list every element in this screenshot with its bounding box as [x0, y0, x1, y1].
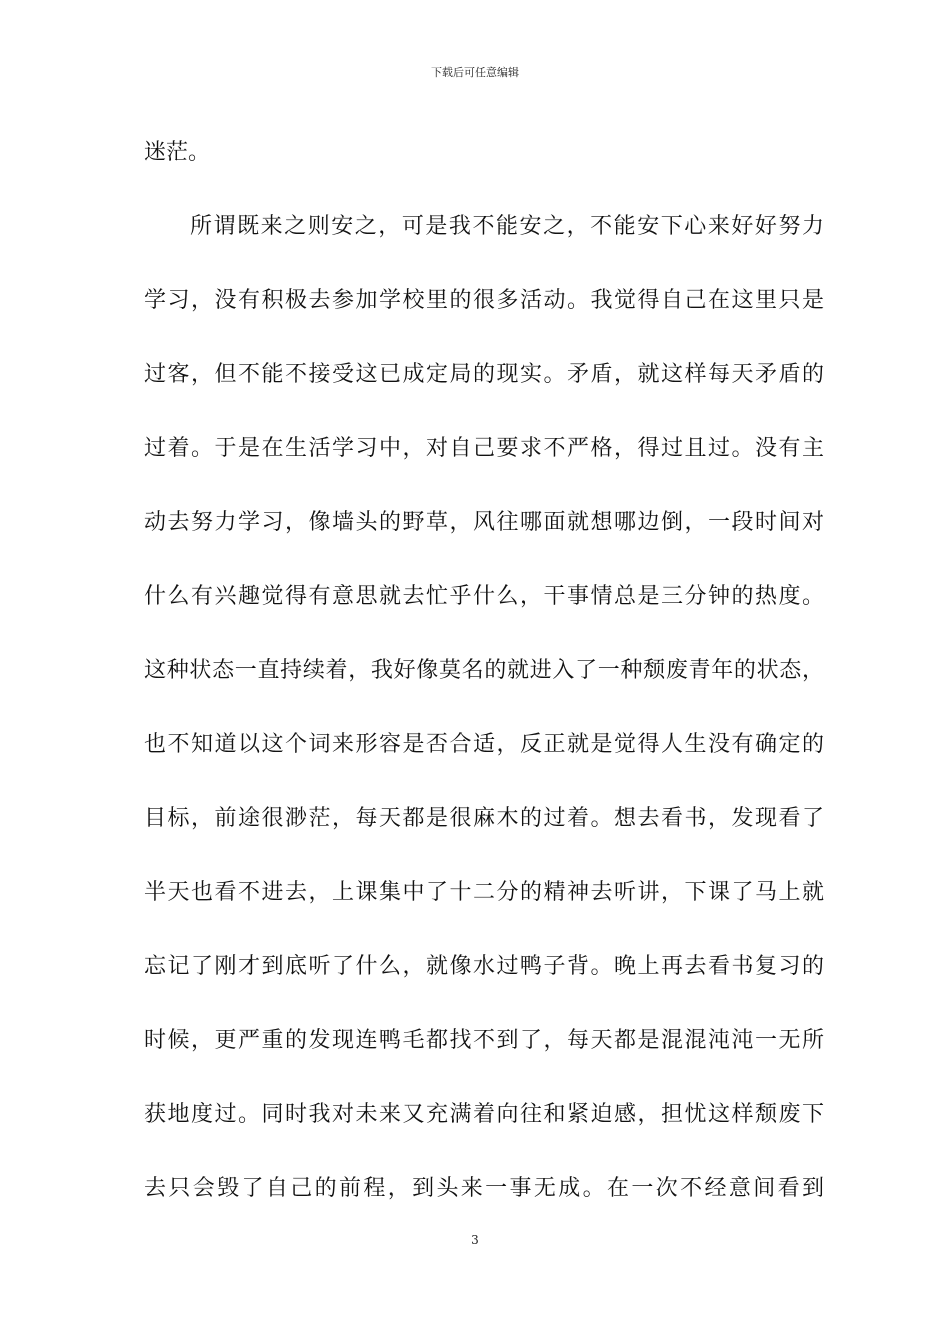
text-line: 去只会毁了自己的前程，到头来一事无成。在一次不经意间看到	[144, 1176, 824, 1201]
page-header: 下载后可任意编辑	[431, 66, 519, 79]
body-text	[144, 130, 824, 1240]
text-line: 迷茫。	[144, 140, 211, 165]
text-line: 忘记了刚才到底听了什么，就像水过鸭子背。晚上再去看书复习的	[144, 954, 824, 979]
text-line: 时候，更严重的发现连鸭毛都找不到了，每天都是混混沌沌一无所	[144, 1028, 824, 1053]
page-number: 3	[471, 1233, 479, 1247]
text-line: 过着。于是在生活学习中，对自己要求不严格，得过且过。没有主	[144, 436, 824, 461]
text-line: 什么有兴趣觉得有意思就去忙乎什么，干事情总是三分钟的热度。	[144, 584, 824, 609]
text-line: 这种状态一直持续着，我好像莫名的就进入了一种颓废青年的状态，	[144, 658, 824, 683]
text-line: 过客，但不能不接受这已成定局的现实。矛盾，就这样每天矛盾的	[144, 362, 824, 387]
text-line: 获地度过。同时我对未来又充满着向往和紧迫感，担忧这样颓废下	[144, 1102, 824, 1127]
text-line: 半天也看不进去，上课集中了十二分的精神去听讲，下课了马上就	[144, 880, 824, 905]
text-line: 目标，前途很渺茫，每天都是很麻木的过着。想去看书，发现看了	[144, 806, 824, 831]
text-line: 学习，没有积极去参加学校里的很多活动。我觉得自己在这里只是	[144, 288, 824, 313]
text-line: 所谓既来之则安之，可是我不能安之，不能安下心来好好努力	[190, 214, 824, 239]
text-line: 也不知道以这个词来形容是否合适，反正就是觉得人生没有确定的	[144, 732, 824, 757]
text-line: 动去努力学习，像墙头的野草，风往哪面就想哪边倒，一段时间对	[144, 510, 824, 535]
